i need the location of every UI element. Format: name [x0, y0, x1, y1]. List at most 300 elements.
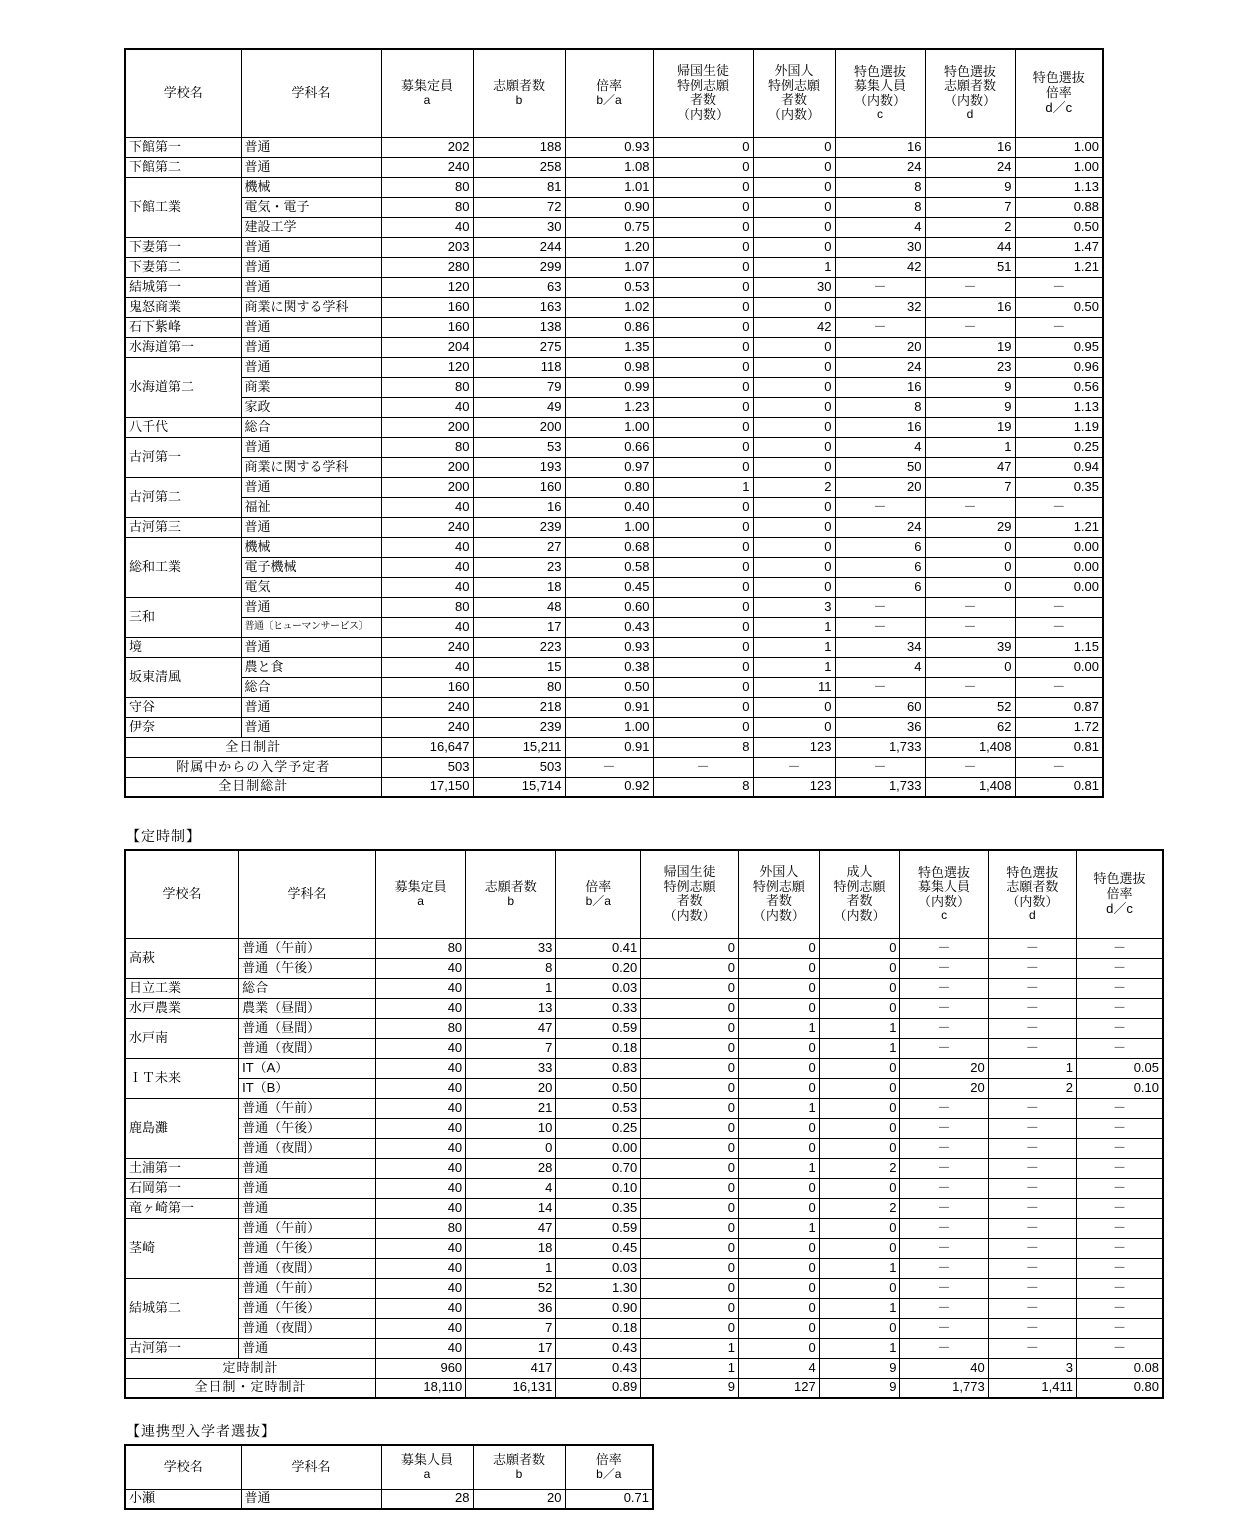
tokushoku-capacity-cell: －: [900, 1118, 988, 1138]
tokushoku-capacity-cell: 32: [835, 297, 925, 317]
fulltime-header-row: [125, 49, 1103, 137]
adult-applicants-cell: 1: [819, 1298, 900, 1318]
rate-cell: 0.03: [556, 1258, 641, 1278]
tokushoku-capacity-cell: 4: [835, 217, 925, 237]
applicants-cell: 17: [473, 617, 565, 637]
tokushoku-applicants-cell: 44: [925, 237, 1015, 257]
header-rate-label: 倍率: [595, 78, 622, 94]
department-name-cell: 普通（午後）: [239, 958, 376, 978]
applicants-cell: 18: [466, 1238, 556, 1258]
tokushoku-capacity-cell: 4: [835, 437, 925, 457]
school-name-cell: 水海道第一: [125, 337, 241, 357]
total-row: [125, 1378, 1163, 1398]
department-name-cell: 機械: [241, 537, 381, 557]
returnee-applicants-cell: 0: [653, 497, 753, 517]
tokushoku-capacity-cell: 60: [835, 697, 925, 717]
renkei-body: [125, 1489, 653, 1509]
capacity-cell: 40: [381, 537, 473, 557]
tokushoku-applicants-cell: 2: [988, 1078, 1076, 1098]
tokushoku-applicants-cell: －: [925, 757, 1015, 777]
tokushoku-applicants-cell: －: [988, 1338, 1076, 1358]
department-name-cell: 普通: [241, 637, 381, 657]
applicants-cell: 7: [466, 1318, 556, 1338]
applicants-cell: 239: [473, 717, 565, 737]
renkei-header-row: [125, 1445, 653, 1489]
foreign-applicants-cell: 0: [753, 537, 835, 557]
department-name-cell: 普通: [241, 257, 381, 277]
capacity-cell: 240: [381, 717, 473, 737]
adult-applicants-cell: 0: [819, 1178, 900, 1198]
foreign-applicants-cell: 0: [738, 1338, 819, 1358]
adult-applicants-cell: 0: [819, 938, 900, 958]
school-name-cell: 結城第一: [125, 277, 241, 297]
tokushoku-capacity-cell: －: [900, 998, 988, 1018]
header-returnee: 帰国生徒 特例志願 者数 （内数）: [653, 49, 753, 137]
rate-cell: 1.01: [565, 177, 653, 197]
adult-applicants-cell: 0: [819, 1278, 900, 1298]
returnee-applicants-cell: 0: [653, 657, 753, 677]
spacer-2: [124, 1399, 1164, 1421]
tokushoku-capacity-cell: －: [835, 757, 925, 777]
tokushoku-rate-cell: －: [1076, 1098, 1163, 1118]
rate-cell: 0.66: [565, 437, 653, 457]
tokushoku-rate-cell: 0.50: [1015, 297, 1103, 317]
applicants-cell: 17: [466, 1338, 556, 1358]
department-name-cell: 普通（午前）: [239, 938, 376, 958]
foreign-applicants-cell: 0: [753, 337, 835, 357]
capacity-cell: 18,110: [376, 1378, 466, 1398]
table-row: [125, 577, 1103, 597]
rate-cell: 0.90: [565, 197, 653, 217]
header-school: 学校名: [125, 1445, 241, 1489]
table-row: [125, 457, 1103, 477]
department-name-cell: 総合: [239, 978, 376, 998]
tokushoku-rate-cell: －: [1015, 497, 1103, 517]
department-name-cell: 普通（午後）: [239, 1238, 376, 1258]
foreign-applicants-cell: 0: [753, 357, 835, 377]
returnee-applicants-cell: 0: [641, 1238, 739, 1258]
total-row: [125, 1358, 1163, 1378]
admission-statistics-page: [124, 48, 1164, 1510]
foreign-applicants-cell: 0: [738, 1138, 819, 1158]
table-row: [125, 517, 1103, 537]
rate-cell: 0.41: [556, 938, 641, 958]
foreign-applicants-cell: 2: [753, 477, 835, 497]
total-label-cell: 全日制計: [125, 737, 381, 757]
rate-cell: 0.45: [556, 1238, 641, 1258]
tokushoku-capacity-cell: 40: [900, 1358, 988, 1378]
tokushoku-applicants-cell: 47: [925, 457, 1015, 477]
tokushoku-applicants-cell: 9: [925, 397, 1015, 417]
applicants-cell: 218: [473, 697, 565, 717]
tokushoku-rate-cell: 0.80: [1076, 1378, 1163, 1398]
capacity-cell: 40: [376, 998, 466, 1018]
tokushoku-applicants-cell: 1: [925, 437, 1015, 457]
applicants-cell: 1: [466, 978, 556, 998]
foreign-applicants-cell: 0: [738, 938, 819, 958]
department-name-cell: 普通: [239, 1158, 376, 1178]
tokushoku-applicants-cell: －: [925, 277, 1015, 297]
foreign-applicants-cell: 0: [753, 377, 835, 397]
tokushoku-rate-cell: －: [1076, 1198, 1163, 1218]
tokushoku-rate-cell: －: [1015, 677, 1103, 697]
applicants-cell: 81: [473, 177, 565, 197]
applicants-cell: 47: [466, 1018, 556, 1038]
returnee-applicants-cell: 0: [653, 517, 753, 537]
school-name-cell: 坂東清風: [125, 657, 241, 697]
tokushoku-capacity-cell: 4: [835, 657, 925, 677]
total-label-cell: 定時制計: [125, 1358, 376, 1378]
returnee-applicants-cell: 0: [653, 457, 753, 477]
tokushoku-rate-cell: －: [1076, 978, 1163, 998]
header-school: 学校名: [125, 49, 241, 137]
department-name-cell: 福祉: [241, 497, 381, 517]
rate-cell: 0.71: [565, 1489, 653, 1509]
capacity-cell: 40: [376, 1198, 466, 1218]
capacity-cell: 40: [376, 1078, 466, 1098]
applicants-cell: 49: [473, 397, 565, 417]
department-name-cell: 建設工学: [241, 217, 381, 237]
tokushoku-applicants-cell: －: [988, 1038, 1076, 1058]
capacity-cell: 40: [381, 397, 473, 417]
foreign-applicants-cell: 0: [753, 237, 835, 257]
foreign-applicants-cell: 0: [753, 417, 835, 437]
tokushoku-applicants-cell: －: [988, 1098, 1076, 1118]
foreign-applicants-cell: 0: [738, 1298, 819, 1318]
tokushoku-rate-cell: 0.25: [1015, 437, 1103, 457]
returnee-applicants-cell: 0: [641, 1318, 739, 1338]
rate-cell: 0.43: [565, 617, 653, 637]
school-name-cell: 小瀬: [125, 1489, 241, 1509]
parttime-section-title: 【定時制】: [126, 828, 201, 844]
tokushoku-rate-cell: 0.35: [1015, 477, 1103, 497]
foreign-applicants-cell: 0: [753, 497, 835, 517]
adult-applicants-cell: 0: [819, 1138, 900, 1158]
tokushoku-applicants-cell: 0: [925, 557, 1015, 577]
rate-cell: 0.93: [565, 137, 653, 157]
applicants-cell: 79: [473, 377, 565, 397]
department-name-cell: 普通: [241, 517, 381, 537]
capacity-cell: 40: [376, 1258, 466, 1278]
table-row: [125, 357, 1103, 377]
rate-cell: 0.91: [565, 697, 653, 717]
returnee-applicants-cell: 0: [653, 397, 753, 417]
tokushoku-applicants-cell: －: [988, 1118, 1076, 1138]
foreign-applicants-cell: 0: [738, 1058, 819, 1078]
adult-applicants-cell: 1: [819, 1338, 900, 1358]
tokushoku-capacity-cell: －: [900, 1298, 988, 1318]
capacity-cell: 80: [376, 1218, 466, 1238]
rate-cell: 0.97: [565, 457, 653, 477]
school-name-cell: 総和工業: [125, 537, 241, 597]
table-row: [125, 197, 1103, 217]
tokushoku-rate-cell: 0.05: [1076, 1058, 1163, 1078]
table-row: [125, 1489, 653, 1509]
header-applicants: [473, 49, 565, 137]
tokushoku-capacity-cell: －: [900, 1198, 988, 1218]
table-row: [125, 1078, 1163, 1098]
returnee-applicants-cell: 0: [653, 317, 753, 337]
rate-cell: 1.08: [565, 157, 653, 177]
tokushoku-applicants-cell: －: [988, 998, 1076, 1018]
renkei-section-title: 【連携型入学者選抜】: [126, 1423, 276, 1439]
capacity-cell: 240: [381, 517, 473, 537]
returnee-applicants-cell: 0: [641, 1278, 739, 1298]
capacity-cell: 40: [376, 958, 466, 978]
tokushoku-capacity-cell: －: [900, 1318, 988, 1338]
foreign-applicants-cell: 0: [738, 1118, 819, 1138]
tokushoku-rate-cell: －: [1076, 1038, 1163, 1058]
rate-cell: 1.07: [565, 257, 653, 277]
tokushoku-applicants-cell: －: [988, 938, 1076, 958]
tokushoku-capacity-cell: －: [900, 1218, 988, 1238]
rate-cell: 0.43: [556, 1358, 641, 1378]
table-row: [125, 497, 1103, 517]
tokushoku-capacity-cell: 8: [835, 397, 925, 417]
table-row: [125, 597, 1103, 617]
school-name-cell: 鹿島灘: [125, 1098, 239, 1158]
rate-cell: 1.23: [565, 397, 653, 417]
applicants-cell: 33: [466, 938, 556, 958]
tokushoku-capacity-cell: －: [835, 677, 925, 697]
tokushoku-capacity-cell: 50: [835, 457, 925, 477]
adult-applicants-cell: 0: [819, 1318, 900, 1338]
header-dept: 学科名: [239, 850, 376, 938]
department-name-cell: 普通（午前）: [239, 1278, 376, 1298]
tokushoku-capacity-cell: 6: [835, 557, 925, 577]
tokushoku-applicants-cell: －: [988, 1278, 1076, 1298]
returnee-applicants-cell: 0: [641, 1298, 739, 1318]
tokushoku-applicants-cell: 51: [925, 257, 1015, 277]
adult-applicants-cell: 1: [819, 1018, 900, 1038]
adult-applicants-cell: 0: [819, 978, 900, 998]
tokushoku-applicants-cell: －: [988, 1018, 1076, 1038]
rate-cell: 0.18: [556, 1318, 641, 1338]
returnee-applicants-cell: 0: [653, 197, 753, 217]
department-name-cell: 普通: [241, 357, 381, 377]
returnee-applicants-cell: －: [653, 757, 753, 777]
tokushoku-applicants-cell: 23: [925, 357, 1015, 377]
returnee-applicants-cell: 0: [641, 958, 739, 978]
foreign-applicants-cell: 1: [753, 257, 835, 277]
applicants-cell: 15,714: [473, 777, 565, 797]
rate-cell: 1.30: [556, 1278, 641, 1298]
capacity-cell: 28: [381, 1489, 473, 1509]
table-row: [125, 1218, 1163, 1238]
returnee-applicants-cell: 0: [641, 1018, 739, 1038]
applicants-cell: 188: [473, 137, 565, 157]
tokushoku-rate-cell: 0.00: [1015, 657, 1103, 677]
total-label-cell: 全日制総計: [125, 777, 381, 797]
school-name-cell: ＩＴ未来: [125, 1058, 239, 1098]
foreign-applicants-cell: 0: [753, 217, 835, 237]
department-name-cell: 普通（夜間）: [239, 1258, 376, 1278]
foreign-applicants-cell: 1: [738, 1158, 819, 1178]
applicants-cell: 1: [466, 1258, 556, 1278]
capacity-cell: 240: [381, 157, 473, 177]
total-label-cell: 附属中からの入学予定者: [125, 757, 381, 777]
total-label-cell: 全日制・定時制計: [125, 1378, 376, 1398]
capacity-cell: 80: [381, 177, 473, 197]
applicants-cell: 53: [473, 437, 565, 457]
foreign-applicants-cell: 0: [753, 717, 835, 737]
tokushoku-capacity-cell: 1,773: [900, 1378, 988, 1398]
table-row: [125, 1178, 1163, 1198]
rate-cell: 1.00: [565, 417, 653, 437]
adult-applicants-cell: 0: [819, 1218, 900, 1238]
header-capacity-sub: a: [423, 92, 431, 107]
tokushoku-rate-cell: －: [1015, 617, 1103, 637]
adult-applicants-cell: 0: [819, 1118, 900, 1138]
applicants-cell: 239: [473, 517, 565, 537]
department-name-cell: 普通（午後）: [239, 1118, 376, 1138]
table-row: [125, 1238, 1163, 1258]
applicants-cell: 160: [473, 477, 565, 497]
department-name-cell: 普通: [239, 1178, 376, 1198]
department-name-cell: 普通〔ヒューマンサービス〕: [241, 617, 381, 637]
foreign-applicants-cell: 0: [753, 437, 835, 457]
tokushoku-rate-cell: 0.94: [1015, 457, 1103, 477]
returnee-applicants-cell: 0: [641, 998, 739, 1018]
header-applicants: 志願者数 b: [466, 850, 556, 938]
tokushoku-capacity-cell: 20: [900, 1058, 988, 1078]
returnee-applicants-cell: 0: [653, 697, 753, 717]
returnee-applicants-cell: 0: [653, 357, 753, 377]
capacity-cell: 200: [381, 417, 473, 437]
table-row: [125, 1298, 1163, 1318]
table-row: [125, 177, 1103, 197]
tokushoku-rate-cell: 1.19: [1015, 417, 1103, 437]
school-name-cell: 石下紫峰: [125, 317, 241, 337]
applicants-cell: 72: [473, 197, 565, 217]
adult-applicants-cell: 1: [819, 1038, 900, 1058]
school-name-cell: 下妻第一: [125, 237, 241, 257]
adult-applicants-cell: 0: [819, 1238, 900, 1258]
department-name-cell: 商業: [241, 377, 381, 397]
tokushoku-rate-cell: 1.47: [1015, 237, 1103, 257]
tokushoku-capacity-cell: 6: [835, 577, 925, 597]
rate-cell: 0.20: [556, 958, 641, 978]
capacity-cell: 80: [376, 938, 466, 958]
foreign-applicants-cell: 0: [738, 1278, 819, 1298]
applicants-cell: 14: [466, 1198, 556, 1218]
adult-applicants-cell: 0: [819, 998, 900, 1018]
capacity-cell: 280: [381, 257, 473, 277]
tokushoku-rate-cell: －: [1076, 1338, 1163, 1358]
tokushoku-rate-cell: －: [1076, 1138, 1163, 1158]
table-row: [125, 397, 1103, 417]
tokushoku-applicants-cell: －: [988, 1138, 1076, 1158]
applicants-cell: 63: [473, 277, 565, 297]
tokushoku-rate-cell: 0.81: [1015, 737, 1103, 757]
rate-cell: 0.93: [565, 637, 653, 657]
total-row: [125, 757, 1103, 777]
department-name-cell: 普通: [241, 477, 381, 497]
table-row: [125, 217, 1103, 237]
tokushoku-rate-cell: －: [1076, 1218, 1163, 1238]
capacity-cell: 240: [381, 637, 473, 657]
header-rate: [565, 49, 653, 137]
returnee-applicants-cell: 0: [641, 1058, 739, 1078]
tokushoku-applicants-cell: 62: [925, 717, 1015, 737]
returnee-applicants-cell: 0: [641, 1258, 739, 1278]
foreign-applicants-cell: 0: [738, 998, 819, 1018]
tokushoku-capacity-cell: －: [835, 317, 925, 337]
foreign-applicants-cell: 1: [753, 657, 835, 677]
rate-cell: 0.59: [556, 1018, 641, 1038]
tokushoku-capacity-cell: 1,733: [835, 777, 925, 797]
table-row: [125, 1138, 1163, 1158]
applicants-cell: 7: [466, 1038, 556, 1058]
tokushoku-rate-cell: 0.00: [1015, 557, 1103, 577]
tokushoku-applicants-cell: －: [988, 1238, 1076, 1258]
tokushoku-capacity-cell: －: [900, 1158, 988, 1178]
department-name-cell: 農業（昼間）: [239, 998, 376, 1018]
tokushoku-capacity-cell: 20: [835, 337, 925, 357]
foreign-applicants-cell: 0: [753, 557, 835, 577]
adult-applicants-cell: 2: [819, 1198, 900, 1218]
adult-applicants-cell: 0: [819, 1078, 900, 1098]
rate-cell: 0.18: [556, 1038, 641, 1058]
adult-applicants-cell: 0: [819, 1098, 900, 1118]
applicants-cell: 138: [473, 317, 565, 337]
applicants-cell: 417: [466, 1358, 556, 1378]
tokushoku-rate-cell: －: [1076, 1118, 1163, 1138]
tokushoku-rate-cell: 0.87: [1015, 697, 1103, 717]
department-name-cell: 普通: [239, 1338, 376, 1358]
capacity-cell: 40: [376, 1098, 466, 1118]
school-name-cell: 八千代: [125, 417, 241, 437]
foreign-applicants-cell: 1: [753, 637, 835, 657]
foreign-applicants-cell: 0: [738, 958, 819, 978]
tokushoku-applicants-cell: －: [988, 978, 1076, 998]
tokushoku-capacity-cell: －: [900, 1238, 988, 1258]
school-name-cell: 下妻第二: [125, 257, 241, 277]
applicants-cell: 23: [473, 557, 565, 577]
fulltime-table: [124, 48, 1104, 798]
adult-applicants-cell: 0: [819, 958, 900, 978]
applicants-cell: 52: [466, 1278, 556, 1298]
department-name-cell: 普通（夜間）: [239, 1318, 376, 1338]
tokushoku-rate-cell: －: [1076, 1178, 1163, 1198]
rate-cell: 0.98: [565, 357, 653, 377]
department-name-cell: 普通（午前）: [239, 1098, 376, 1118]
table-row: [125, 297, 1103, 317]
rate-cell: 1.02: [565, 297, 653, 317]
capacity-cell: 240: [381, 697, 473, 717]
tokushoku-rate-cell: －: [1015, 597, 1103, 617]
header-applicants: 志願者数 b: [473, 1445, 565, 1489]
capacity-cell: 40: [381, 617, 473, 637]
tokushoku-rate-cell: －: [1076, 1158, 1163, 1178]
tokushoku-applicants-cell: 0: [925, 657, 1015, 677]
returnee-applicants-cell: 0: [653, 617, 753, 637]
applicants-cell: 18: [473, 577, 565, 597]
rate-cell: 0.83: [556, 1058, 641, 1078]
rate-cell: 0.58: [565, 557, 653, 577]
applicants-cell: 200: [473, 417, 565, 437]
department-name-cell: 普通: [241, 437, 381, 457]
capacity-cell: 40: [376, 1298, 466, 1318]
tokushoku-capacity-cell: －: [900, 1138, 988, 1158]
capacity-cell: 40: [376, 1238, 466, 1258]
applicants-cell: 223: [473, 637, 565, 657]
department-name-cell: 商業に関する学科: [241, 297, 381, 317]
returnee-applicants-cell: 0: [653, 577, 753, 597]
school-name-cell: 水海道第二: [125, 357, 241, 417]
department-name-cell: 普通（午前）: [239, 1218, 376, 1238]
rate-cell: 0.60: [565, 597, 653, 617]
